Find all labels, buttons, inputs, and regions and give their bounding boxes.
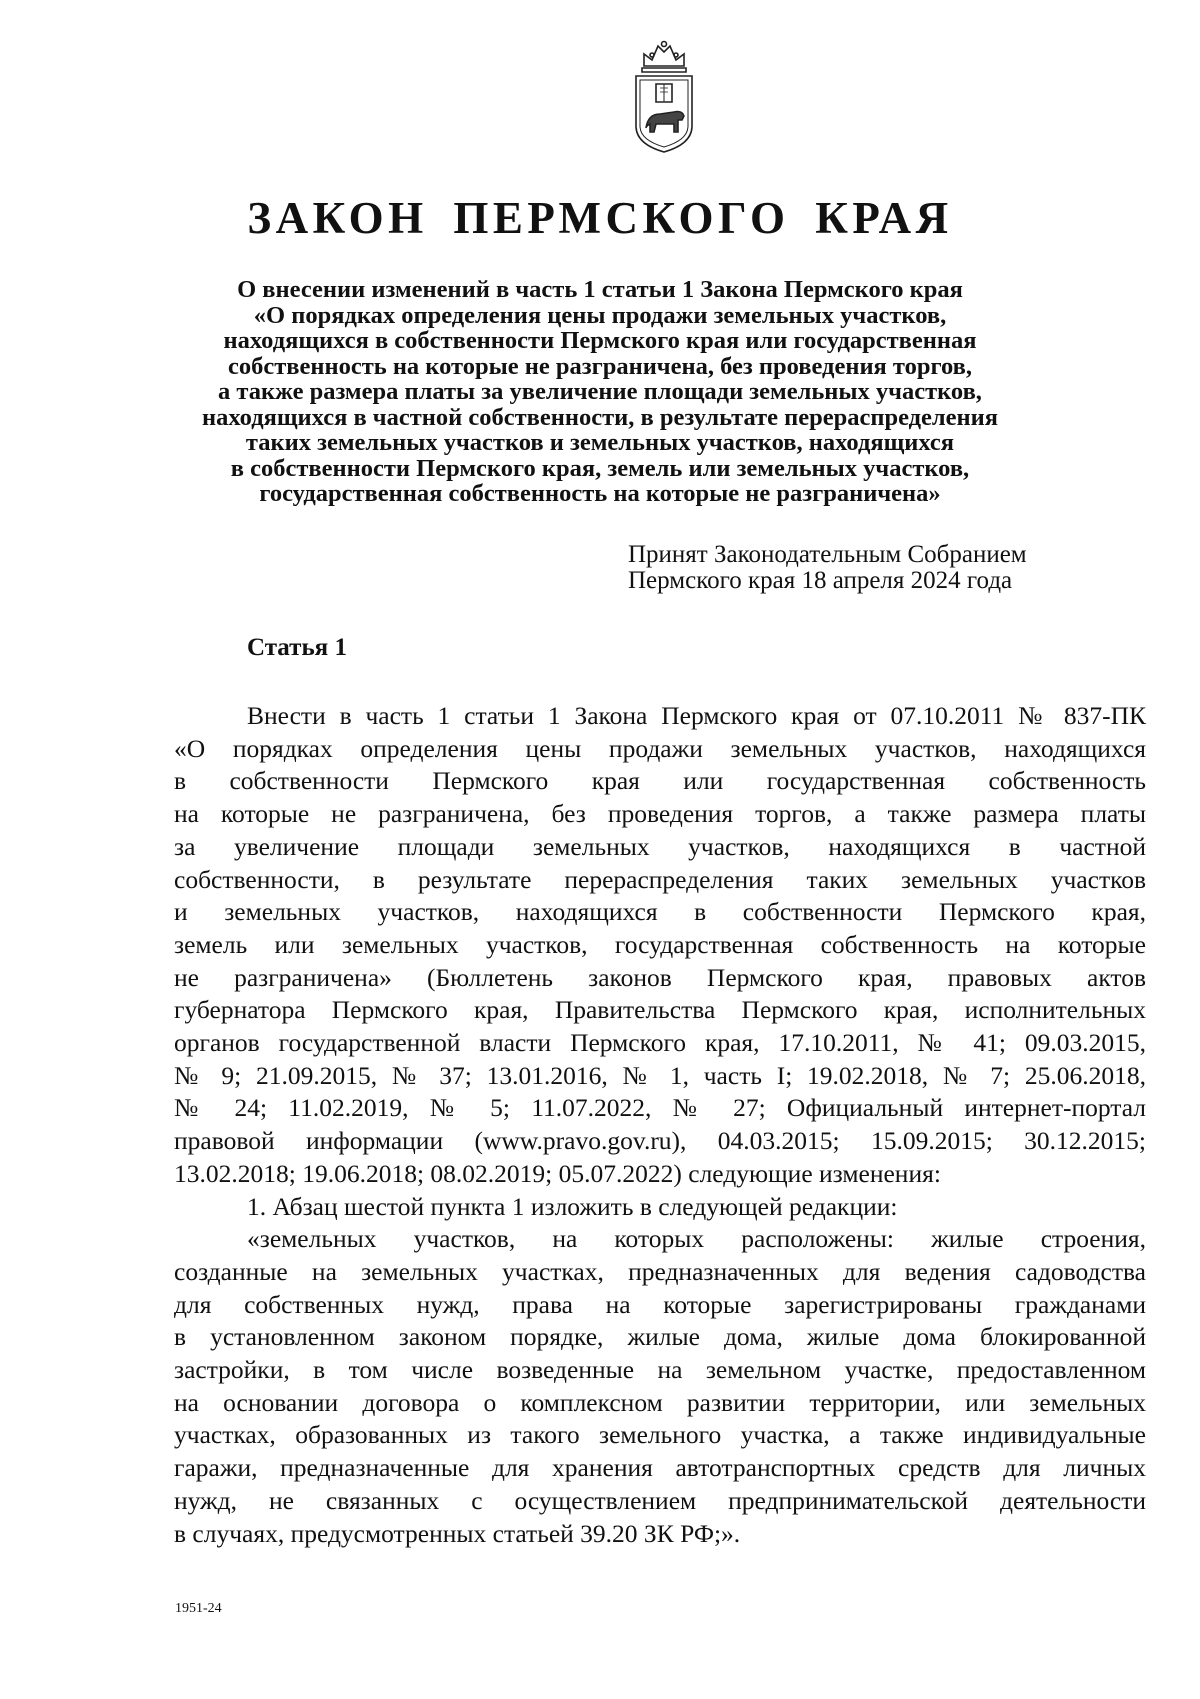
body-line: участках, образованных из такого земельного участка, а также индивидуальные xyxy=(174,1420,1146,1450)
adoption-line: Пермского края 18 апреля 2024 года xyxy=(628,567,1013,594)
document-number: 1951-24 xyxy=(175,1601,222,1616)
body-line: в случаях, предусмотренных статьей 39.20 ЗК РФ;». xyxy=(174,1518,741,1548)
body-line: «земельных участков, на которых расположены: жилые строения, xyxy=(247,1224,1146,1254)
body-line: застройки, в том числе возведенные на земельном участке, предоставленном xyxy=(174,1355,1146,1385)
body-line: «О порядках определения цены продажи земельных участков, находящихся xyxy=(174,733,1146,763)
body-line: нужд, не связанных с осуществлением предпринимательской деятельности xyxy=(174,1485,1146,1515)
body-line: в установленном законом порядке, жилые дома, жилые дома блокированной xyxy=(174,1322,1146,1352)
law-subtitle xyxy=(160,277,1040,507)
body-line: собственности, в результате перераспределения таких земельных участков xyxy=(174,864,1146,894)
body-line: гаражи, предназначенные для хранения автотранспортных средств для личных xyxy=(174,1453,1146,1483)
subtitle-line: таких земельных участков и земельных участков, находящихся xyxy=(245,429,955,456)
body-line: не разграничена» (Бюллетень законов Пермского края, правовых актов xyxy=(174,962,1146,992)
subtitle-line: собственность на которые не разграничена, без проведения торгов, xyxy=(227,352,973,380)
body-line: Внести в часть 1 статьи 1 Закона Пермского края от 07.10.2011 № 837-ПК xyxy=(247,701,1146,730)
body-line: на которые не разграничена, без проведения торгов, а также размера платы xyxy=(174,799,1146,829)
body-line: земель или земельных участков, государственная собственность на которые xyxy=(174,929,1146,959)
body-line: № 24; 11.02.2019, № 5; 11.07.2022, № 27; Официальный интернет-портал xyxy=(174,1093,1146,1123)
coat-of-arms-icon xyxy=(630,40,698,154)
body-line: губернатора Пермского края, Правительства Пермского края, исполнительных xyxy=(174,995,1146,1025)
article-body xyxy=(174,700,1146,1550)
body-line: для собственных нужд, права на которые зарегистрированы гражданами xyxy=(174,1289,1146,1319)
body-line: на основании договора о комплексном развитии территории, или земельных xyxy=(174,1387,1146,1417)
body-line: и земельных участков, находящихся в собственности Пермского края, xyxy=(174,897,1146,927)
body-line: органов государственной власти Пермского края, 17.10.2011, № 41; 09.03.2015, xyxy=(174,1028,1146,1058)
body-line: № 9; 21.09.2015, № 37; 13.01.2016, № 1, часть I; 19.02.2018, № 7; 25.06.2018, xyxy=(174,1060,1146,1090)
article-heading: Статья 1 xyxy=(247,634,347,661)
body-line: правовой информации (www.pravo.gov.ru), 04.03.2015; 15.09.2015; 30.12.2015; xyxy=(174,1126,1146,1156)
body-line: за увеличение площади земельных участков, находящихся в частной xyxy=(174,831,1146,861)
subtitle-line: в собственности Пермского края, земель или земельных участков, xyxy=(230,454,970,482)
subtitle-line: государственная собственность на которые не разграничена» xyxy=(259,480,941,507)
body-line: 13.02.2018; 19.06.2018; 08.02.2019; 05.07.2022) следующие изменения: xyxy=(174,1158,941,1188)
document-title: ЗАКОН ПЕРМСКОГО КРАЯ xyxy=(247,193,953,243)
subtitle-line: а также размера платы за увеличение площади земельных участков, xyxy=(218,378,982,405)
body-line: созданные на земельных участках, предназначенных для ведения садоводства xyxy=(174,1256,1146,1286)
adoption-line: Принят Законодательным Собранием xyxy=(628,541,1027,568)
adoption-note xyxy=(628,542,1027,594)
subtitle-line: находящихся в частной собственности, в результате перераспределения xyxy=(201,403,999,431)
subtitle-line: О внесении изменений в часть 1 статьи 1 Закона Пермского края xyxy=(237,276,963,303)
subtitle-line: «О порядках определения цены продажи земельных участков, xyxy=(253,301,947,329)
body-line: в собственности Пермского края или государственная собственность xyxy=(174,766,1146,796)
subtitle-line: находящихся в собственности Пермского края или государственная xyxy=(223,327,977,354)
body-line: 1. Абзац шестой пункта 1 изложить в следующей редакции: xyxy=(247,1191,898,1221)
